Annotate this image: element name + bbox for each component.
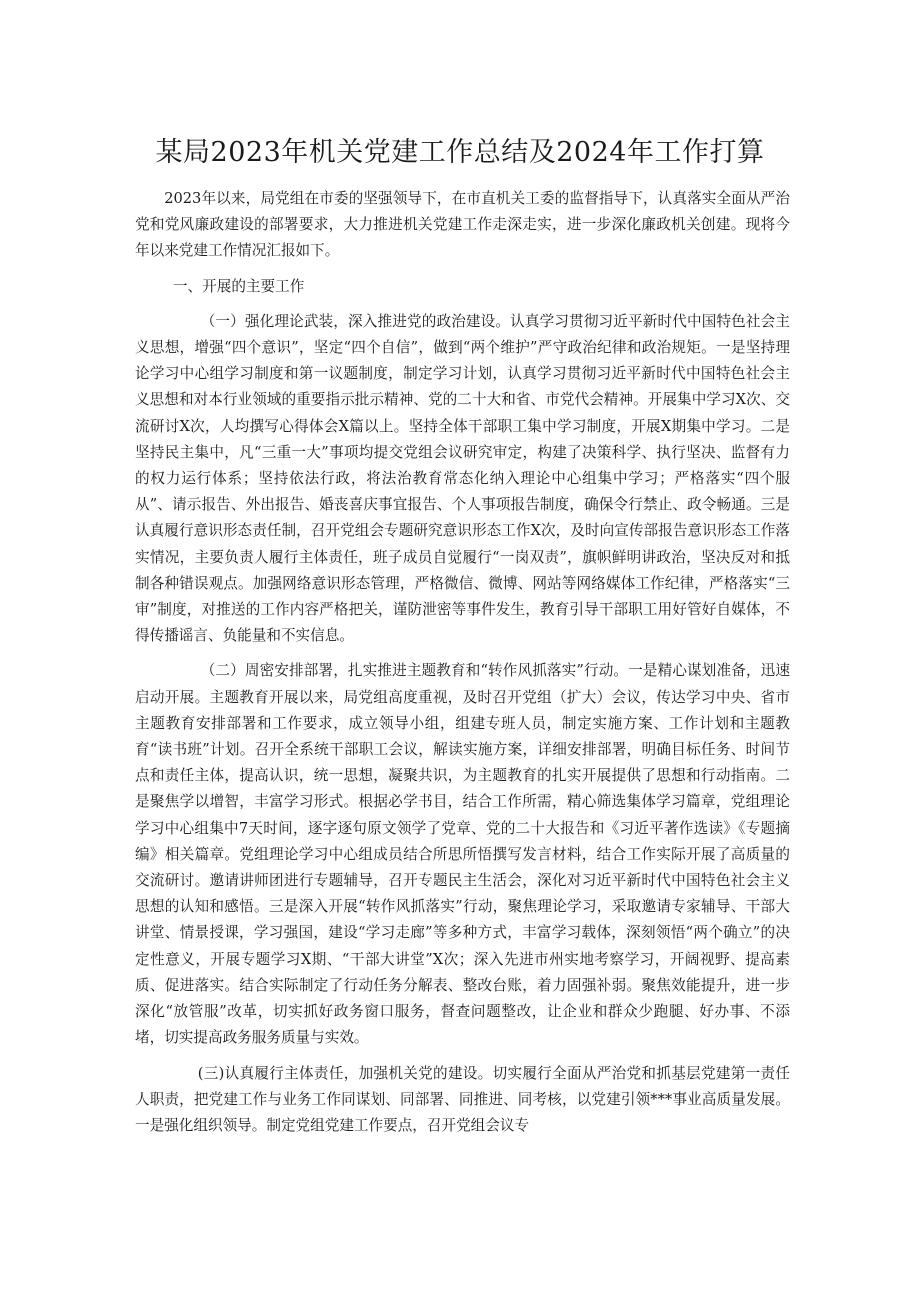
document-body [135,186,790,1139]
intro-paragraph: 2023年以来，局党组在市委的坚强领导下，在市直机关工委的监督指导下，认真落实全面从严治党和党风廉政建设的部署要求，大力推进机关党建工作走深走实，进一步深化廉政机关创建。现将今年以来党建工作情况汇报如下。 [135,190,790,260]
paragraph-theme-education: （二）周密安排部署，扎实推进主题教育和“转作风抓落实”行动。一是精心谋划准备，迅速启动开展。主题教育开展以来，局党组高度重视，及时召开党组（扩大）会议，传达学习中央、省市主题教育安排部署和工作要求，成立领导小组，组建专班人员，制定实施方案、工作计划和主题教育“读书班”计划。召开全系统干部职工会议，解读实施方案，详细安排部署，明确目标任务、时间节点和责任主体，提高认识，统一思想，凝聚共识，为主题教育的扎实开展提供了思想和行动指南。二是聚焦学以增智，丰富学习形式。根据必学书目，结合工作所需，精心筛选集体学习篇章，党组理论学习中心组集中7天时间，逐字逐句原文领学了党章、党的二十大报告和《习近平著作选读》《专题摘编》相关篇章。党组理论学习中心组成员结合所思所悟撰写发言材料，结合工作实际开展了高质量的交流研讨。邀请讲师团进行专题辅导，召开专题民主生活会，深化对习近平新时代中国特色社会主义思想的认知和感悟。三是深入开展“转作风抓落实”行动，聚焦理论学习，采取邀请专家辅导、干部大讲堂、情景授课，学习强国，建设“学习走廊”等多种方式，丰富学习载体，深刻领悟“两个确立”的决定性意义，开展专题学习X期、“干部大讲堂”X次；深入先进市州实地考察学习，开阔视野、提高素质、促进落实。结合实际制定了行动任务分解表、整改台账，着力固强补弱。聚焦效能提升，进一步深化“放管服”改革，切实抓好政务窗口服务，督查问题整改，让企业和群众少跑腿、好办事、不添堵，切实提高政务服务质量与实效。 [135,662,790,1047]
document-title: 某局2023年机关党建工作总结及2024年工作打算 [155,137,765,168]
section-heading-main-work: 一、开展的主要工作 [172,277,305,295]
paragraph-party-building: (三)认真履行主体责任，加强机关党的建设。切实履行全面从严治党和抓基层党建第一责任人职责，把党建工作与业务工作同谋划、同部署、同推进、同考核，以党建引领***事业高质量发展。一是强化组织领导。制定党组党建工作要点，召开党组会议专 [135,1064,790,1134]
paragraph-theory-study: （一）强化理论武装，深入推进党的政治建设。认真学习贯彻习近平新时代中国特色社会主义思想，增强“四个意识”，坚定“四个自信”，做到“两个维护”严守政治纪律和政治规矩。一是坚持理论学习中心组学习制度和第一议题制度，制定学习计划，认真学习贯彻习近平新时代中国特色社会主义思想和对本行业领域的重要指示批示精神、党的二十大和省、市党代会精神。开展集中学习X次、交流研讨X次，人均撰写心得体会X篇以上。坚持全体干部职工集中学习制度，开展X期集中学习。二是坚持民主集中，凡“三重一大”事项均提交党组会议研究审定，构建了决策科学、执行坚决、监督有力的权力运行体系；坚持依法行政，将法治教育常态化纳入理论中心组集中学习；严格落实“四个服从”、请示报告、外出报告、婚丧喜庆事宜报告、个人事项报告制度，确保令行禁止、政令畅通。三是认真履行意识形态责任制，召开党组会专题研究意识形态工作X次，及时向宣传部报告意识形态工作落实情况，主要负责人履行主体责任，班子成员自觉履行“一岗双责”，旗帜鲜明讲政治，坚决反对和抵制各种错误观点。加强网络意识形态管理，严格微信、微博、网站等网络媒体工作纪律，严格落实“三审”制度，对推送的工作内容严格把关，谨防泄密等事件发生，教育引导干部职工用好管好自媒体，不得传播谣言、负能量和不实信息。 [135,312,790,645]
